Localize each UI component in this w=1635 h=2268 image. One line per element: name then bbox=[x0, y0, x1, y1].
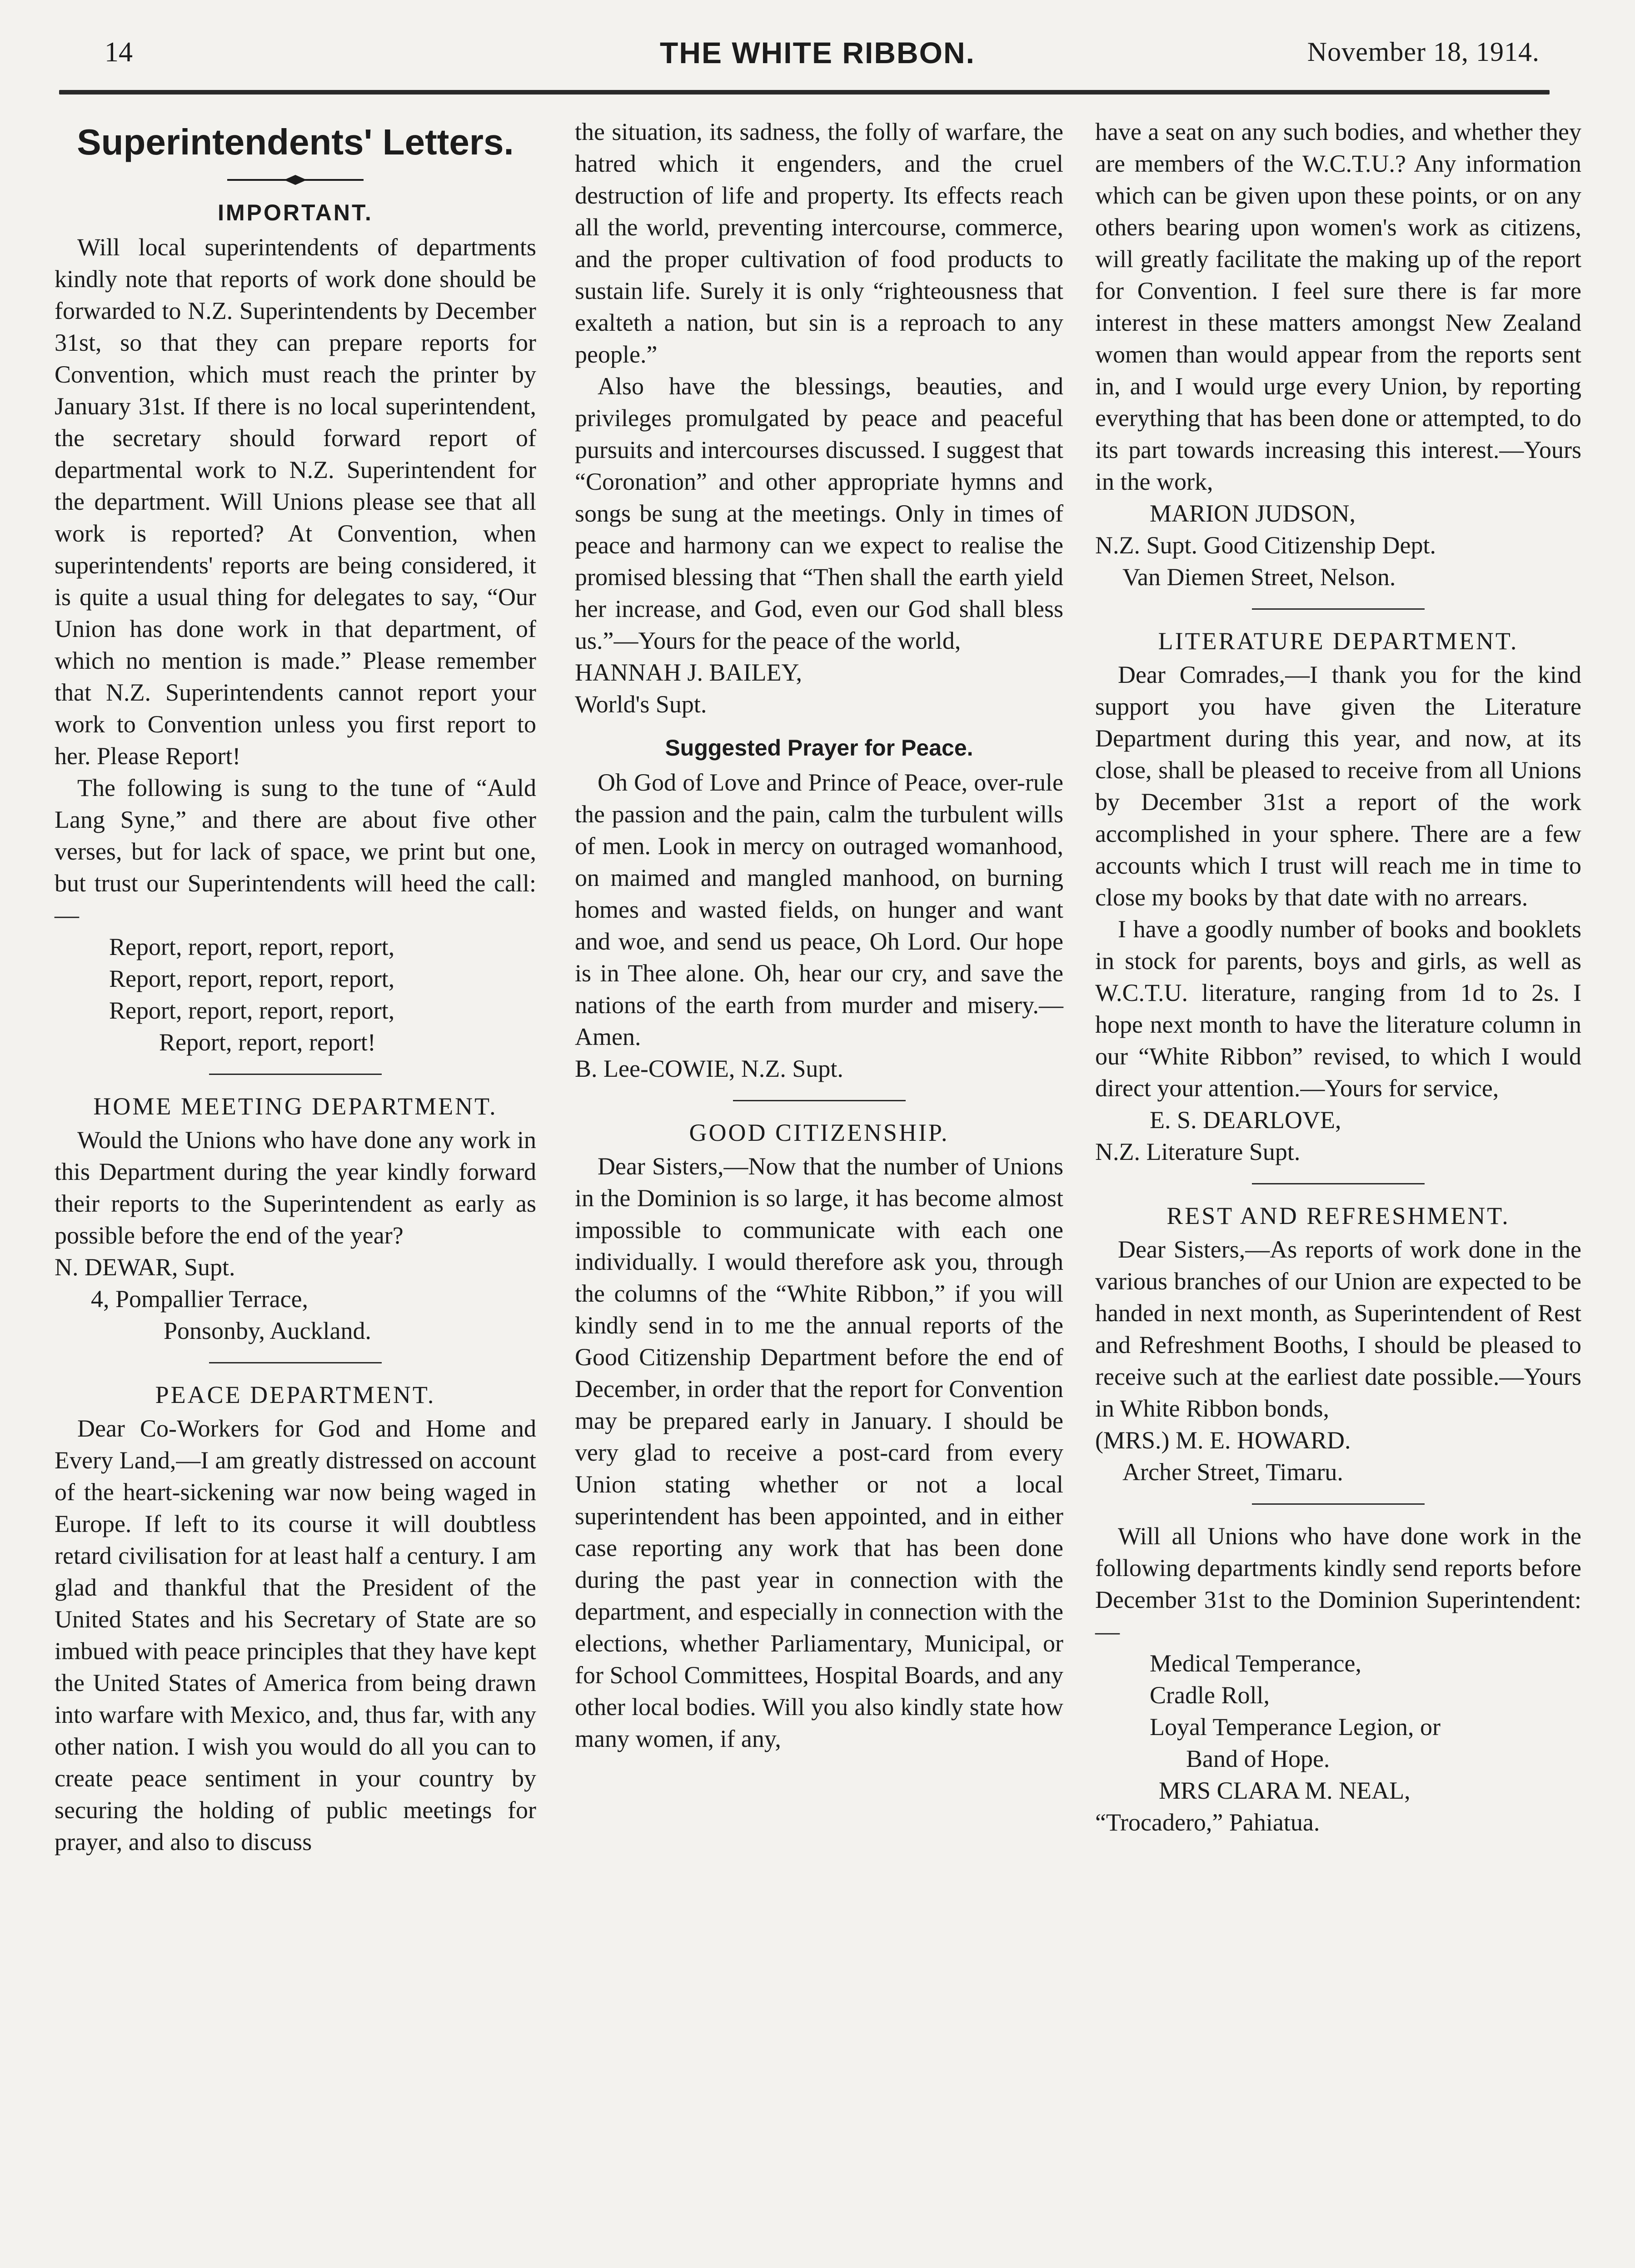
literature-paragraph-1: Dear Comrades,—I thank you for the kind support you have given the Literature Department during this year, and now, at its close, shall be pleased to receive from all Unions by December 31st a report of the work accomplished in your sphere. There are a few accounts which I trust will reach me in time to close my books by that date with no arrears. bbox=[1095, 661, 1581, 911]
address-line: Archer Street, Timaru. bbox=[1122, 1458, 1343, 1486]
peace-heading: PEACE DEPARTMENT. bbox=[155, 1381, 436, 1408]
tune-paragraph: The following is sung to the tune of “Auld Lang Syne,” and there are about five other verses, but for lack of space, we print but one, but trust our Superintendents will heed the call:— bbox=[55, 774, 536, 929]
signature: MARION JUDSON, bbox=[1150, 500, 1356, 527]
literature-paragraph-2: I have a goodly number of books and booklets in stock for parents, boys and girls, as well as W.C.T.U. literature, ranging from 1d to 2s. I hope next month to have the literature column in our “White Ribbon” revised, to which I would direct your attention.—Yours for service, bbox=[1095, 915, 1581, 1102]
issue-date: November 18, 1914. bbox=[1307, 37, 1540, 67]
important-heading: IMPORTANT. bbox=[218, 200, 373, 225]
signature: (MRS.) M. E. HOWARD. bbox=[1095, 1427, 1351, 1454]
main-title: Superintendents' Letters. bbox=[77, 122, 514, 162]
address-line: “Trocadero,” Pahiatua. bbox=[1095, 1809, 1320, 1836]
signature: N. DEWAR, Supt. bbox=[55, 1253, 235, 1281]
good-citizenship-continued: have a seat on any such bodies, and whether they are members of the W.C.T.U.? Any information which can be given upon these points, or on any others bearing upon women's work as citizens, will greatly facilitate the making up of the report for Convention. I feel sure there is far more interest in these matters amongst New Zealand women than would appear from the reports sent in, and I would urge every Union, by reporting everything that has been done or attempted, to do its part towards increasing this interest.—Yours in the work, bbox=[1095, 118, 1581, 495]
signature-title: N.Z. Supt. Good Citizenship Dept. bbox=[1095, 532, 1436, 559]
department-item: Cradle Roll, bbox=[1150, 1681, 1270, 1709]
section-divider bbox=[1252, 1503, 1425, 1505]
peace-continued: the situation, its sadness, the folly of warfare, the hatred which it engenders, and the cruel destruction of life and property. Its effects reach all the world, preventing intercourse, commerce, and the proper cultivation of food products to sustain life. Surely it is only “righteousness that exalteth a nation, but sin is a reproach to any people.” bbox=[575, 118, 1063, 368]
department-item: Medical Temperance, bbox=[1150, 1650, 1361, 1677]
verse-line: Report, report, report, report, bbox=[109, 933, 395, 960]
important-paragraph: Will local superintendents of departments kindly note that reports of work done should be forwarded to N.Z. Superintendents by December 31st, so that they can prepare reports for Convention, which must reach the printer by January 31st. If there is no local superintendent, the secretary should forward report of departmental work to N.Z. Superintendent for the department. Will Unions please see that all work is reported? At Convention, when superintendents' reports are being considered, it is quite a usual thing for delegates to say, “Our Union has done work in that department, of which no mention is made.” Please remember that N.Z. Superintendents cannot report your work to Convention unless you first report to her. Please Report! bbox=[55, 234, 536, 770]
peace-paragraph-2: Also have the blessings, beauties, and privileges promulgated by peace and peaceful pursuits and intercourses discussed. I suggest that “Coronation” and other appropriate hymns and songs be sung at the meetings. Only in times of peace and harmony can we expect to realise the promised blessing that “Then shall the earth yield her increase, and God, even our God shall bless us.”—Yours for the peace of the world, bbox=[575, 373, 1063, 654]
home-meeting-heading: HOME MEETING DEPARTMENT. bbox=[93, 1093, 498, 1120]
address-line: Ponsonby, Auckland. bbox=[164, 1317, 371, 1344]
page-number: 14 bbox=[105, 37, 133, 68]
good-citizenship-heading: GOOD CITIZENSHIP. bbox=[689, 1119, 949, 1146]
department-item: Band of Hope. bbox=[1186, 1745, 1330, 1772]
column-3 bbox=[1095, 116, 1581, 1838]
home-meeting-paragraph: Would the Unions who have done any work in this Department during the year kindly forward their reports to the Superintendent as early as possible before the end of the year? bbox=[55, 1126, 536, 1249]
signature: HANNAH J. BAILEY, bbox=[575, 659, 803, 686]
signature: E. S. DEARLOVE, bbox=[1150, 1106, 1341, 1134]
literature-heading: LITERATURE DEPARTMENT. bbox=[1158, 627, 1519, 655]
section-divider bbox=[1252, 608, 1425, 610]
signature: MRS CLARA M. NEAL, bbox=[1159, 1777, 1411, 1804]
verse-line: Report, report, report, report, bbox=[109, 965, 395, 992]
diamond-rule-icon bbox=[227, 174, 364, 186]
publication-title: THE WHITE RIBBON. bbox=[660, 36, 975, 70]
page-header bbox=[0, 32, 1635, 82]
verse-line: Report, report, report! bbox=[159, 1029, 376, 1056]
column-2 bbox=[575, 116, 1063, 1755]
header-rule bbox=[59, 90, 1550, 94]
good-citizenship-paragraph: Dear Sisters,—Now that the number of Unions in the Dominion is so large, it has become almost impossible to communicate with each one individually. I would therefore ask you, through the columns of the “White Ribbon,” if you will kindly send in to me the annual reports of the Good Citizenship Department before the end of December, in order that the report for Convention may be prepared early in January. I should be very glad to receive a post-card from every Union stating whether or not a local superintendent has been appointed, and in either case reporting any work that has been done during the past year in connection with the department, and especially in connection with the elections, whether Parliamentary, Municipal, or for School Committees, Hospital Boards, and any other local bodies. Will you also kindly state how many women, if any, bbox=[575, 1153, 1063, 1752]
address-line: 4, Pompallier Terrace, bbox=[91, 1285, 309, 1313]
section-divider bbox=[209, 1074, 382, 1075]
rest-heading: REST AND REFRESHMENT. bbox=[1166, 1202, 1510, 1229]
rest-paragraph: Dear Sisters,—As reports of work done in the various branches of our Union are expected to be handed in next month, as Superintendent of Rest and Refreshment Booths, I should be pleased to receive such at the earliest date possible.—Yours in White Ribbon bonds, bbox=[1095, 1236, 1581, 1422]
signature-title: World's Supt. bbox=[575, 691, 707, 718]
peace-paragraph: Dear Co-Workers for God and Home and Every Land,—I am greatly distressed on account of the heart-sickening war now being waged in Europe. If left to its course it will doubtless retard civilisation for at least half a century. I am glad and thankful that the President of the United States and his Secretary of State are so imbued with peace principles that they have kept the United States of America from being drawn into warfare with Mexico, and, thus far, with any other nation. I wish you would do all you can to create peace sentiment in your country by securing the holding of public meetings for prayer, and also to discuss bbox=[55, 1415, 536, 1855]
section-divider bbox=[733, 1100, 906, 1101]
prayer-paragraph: Oh God of Love and Prince of Peace, over-rule the passion and the pain, calm the turbulent wills of men. Look in mercy on outraged womanhood, on maimed and mangled manhood, on burning homes and wasted fields, on hunger and want and woe, and send us peace, Oh Lord. Our hope is in Thee alone. Oh, hear our cry, and save the nations of the earth from murder and misery.—Amen. bbox=[575, 769, 1063, 1050]
signature: B. Lee-COWIE, N.Z. Supt. bbox=[575, 1055, 843, 1082]
verse-line: Report, report, report, report, bbox=[109, 997, 395, 1024]
address-line: Van Diemen Street, Nelson. bbox=[1122, 563, 1396, 591]
column-1 bbox=[55, 116, 536, 1858]
final-paragraph: Will all Unions who have done work in the following departments kindly send reports before December 31st to the Dominion Superintendent:— bbox=[1095, 1522, 1581, 1645]
department-item: Loyal Temperance Legion, or bbox=[1150, 1713, 1441, 1741]
prayer-heading: Suggested Prayer for Peace. bbox=[665, 735, 973, 761]
section-divider bbox=[1252, 1183, 1425, 1184]
signature-title: N.Z. Literature Supt. bbox=[1095, 1138, 1301, 1165]
section-divider bbox=[209, 1362, 382, 1363]
